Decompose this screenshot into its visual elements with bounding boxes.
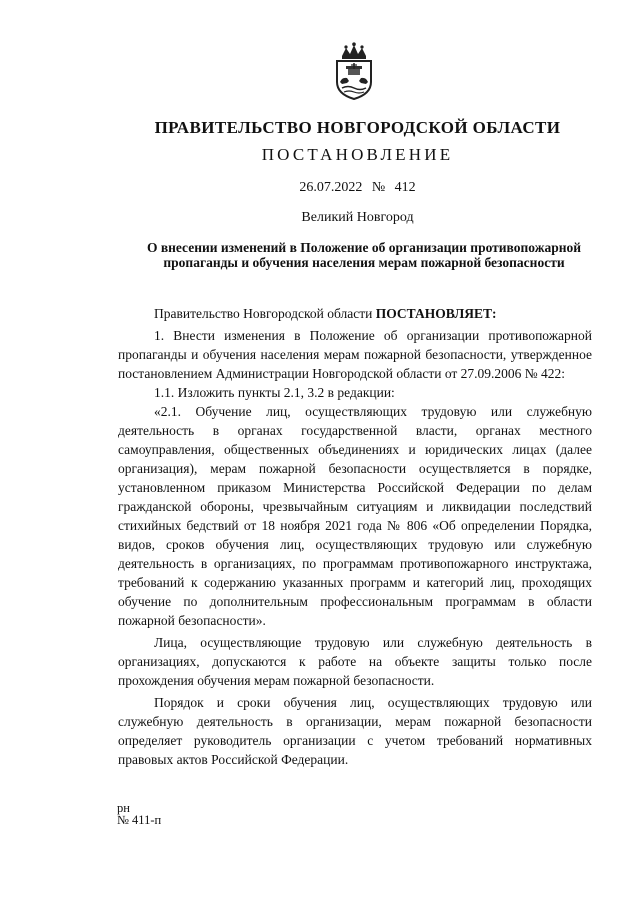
number-sign: № — [371, 180, 386, 195]
resolves-line — [118, 304, 592, 323]
footer-registration-number: № 411-п — [117, 813, 162, 827]
footer-code — [117, 802, 161, 826]
paragraph: «2.1. Обучение лиц, осуществляющих трудовую или служебную деятельность в органах государственной власти, органах местного самоуправления, общественных объединениях и юридических лицах (далее организация), мерам пожарной безопасности осуществляется в порядке, установленном приказом Министерства Российской Федерации по делам гражданской обороны, чрезвычайным ситуациям и ликвидации последствий стихийных бедствий от 18 ноября 2021 года № 806 «Об определении Порядка, видов, сроков обучения лиц, осуществляющих трудовую или служебную деятельность в организациях, по программам противопожарного инструктажа, требований к содержанию указанных программ и категорий лиц, проходящих обучение по дополнительным профессиональным программам в области пожарной безопасности». — [118, 404, 592, 628]
novgorod-coat-of-arms-icon — [332, 42, 376, 100]
footer-initials: рн — [117, 801, 130, 815]
document-subject: О внесении изменений в Положение об организации противопожарной пропаганды и обучения населения мерам пожарной безопасности — [146, 240, 582, 270]
document-body — [118, 304, 592, 769]
paragraph: Лица, осуществляющие трудовую или служебную деятельность в организациях, допускаются к работе на объекте защиты только после прохождения обучения мерам пожарной безопасности. — [118, 635, 592, 688]
city: Великий Новгород — [301, 210, 414, 225]
document-date: 26.07.2022 — [299, 180, 363, 195]
paragraph: 1.1. Изложить пункты 2.1, 3.2 в редакции: — [154, 385, 395, 400]
paragraph: Порядок и сроки обучения лиц, осуществляющих трудовую или служебную деятельность в организации, мерам пожарной безопасности определяет руководитель организации с учетом требований нормативных правовых актов Российской Федерации. — [118, 695, 592, 767]
resolves-prefix: Правительство Новгородской области — [154, 306, 376, 321]
document-type: ПОСТАНОВЛЕНИЕ — [261, 145, 454, 164]
document-number: 412 — [394, 180, 416, 195]
document-date-number — [0, 180, 635, 196]
resolves-word: ПОСТАНОВЛЯЕТ: — [375, 306, 497, 321]
paragraph: 1. Внести изменения в Положение об организации противопожарной пропаганды и обучения населения мерам пожарной безопасности, утвержденное постановлением Администрации Новгородской области от 27.09.2006 № 422: — [118, 328, 592, 381]
government-title: ПРАВИТЕЛЬСТВО НОВГОРОДСКОЙ ОБЛАСТИ — [154, 118, 561, 137]
